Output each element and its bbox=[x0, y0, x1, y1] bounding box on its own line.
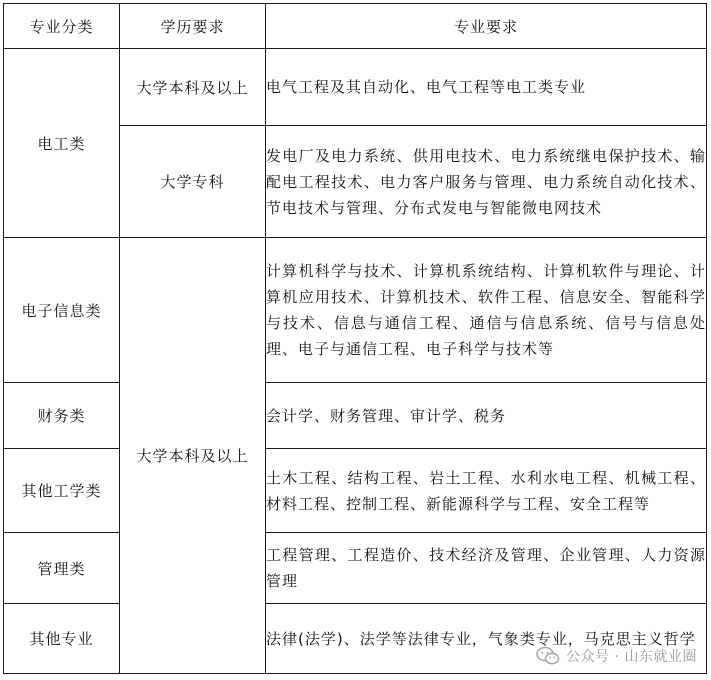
majors-cell-other: 法律(法学)、法学等法律专业，气象类专业，马克思主义哲学 bbox=[266, 604, 707, 674]
majors-requirement-table bbox=[3, 3, 707, 674]
education-cell-bachelor-electrical: 大学本科及以上 bbox=[120, 49, 266, 126]
category-cell-finance: 财务类 bbox=[4, 383, 120, 449]
wechat-icon bbox=[536, 646, 560, 666]
table-row bbox=[4, 449, 707, 533]
wechat-watermark bbox=[536, 646, 697, 666]
majors-cell-other-engineering: 土木工程、结构工程、岩土工程、水利水电工程、机械工程、材料工程、控制工程、新能源科学与工程、安全工程等 bbox=[266, 449, 707, 533]
header-majors: 专业要求 bbox=[266, 4, 707, 49]
table-row bbox=[4, 533, 707, 604]
category-cell-management: 管理类 bbox=[4, 533, 120, 604]
header-education: 学历要求 bbox=[120, 4, 266, 49]
majors-cell-management: 工程管理、工程造价、技术经济及管理、企业管理、人力资源管理 bbox=[266, 533, 707, 604]
header-category: 专业分类 bbox=[4, 4, 120, 49]
watermark-text: 公众号 · 山东就业圈 bbox=[566, 649, 697, 665]
majors-cell-electrical-college: 发电厂及电力系统、供用电技术、电力系统继电保护技术、输配电工程技术、电力客户服务与管理、电力系统自动化技术、节电技术与管理、分布式发电与智能微电网技术 bbox=[266, 126, 707, 238]
table-row bbox=[4, 49, 707, 126]
category-cell-electronic-info: 电子信息类 bbox=[4, 238, 120, 383]
education-cell-bachelor-merged: 大学本科及以上 bbox=[120, 238, 266, 674]
table-row bbox=[4, 383, 707, 449]
majors-cell-electrical-bachelor: 电气工程及其自动化、电气工程等电工类专业 bbox=[266, 49, 707, 126]
majors-cell-finance: 会计学、财务管理、审计学、税务 bbox=[266, 383, 707, 449]
table-row bbox=[4, 238, 707, 383]
category-cell-electrical: 电工类 bbox=[4, 49, 120, 238]
table-header-row bbox=[4, 4, 707, 49]
category-cell-other: 其他专业 bbox=[4, 604, 120, 674]
majors-cell-electronic-info: 计算机科学与技术、计算机系统结构、计算机软件与理论、计算机应用技术、计算机技术、软件工程、信息安全、智能科学与技术、信息与通信工程、通信与信息系统、信号与信息处理、电子与通信工程、电子科学与技术等 bbox=[266, 238, 707, 383]
category-cell-other-engineering: 其他工学类 bbox=[4, 449, 120, 533]
education-cell-college: 大学专科 bbox=[120, 126, 266, 238]
